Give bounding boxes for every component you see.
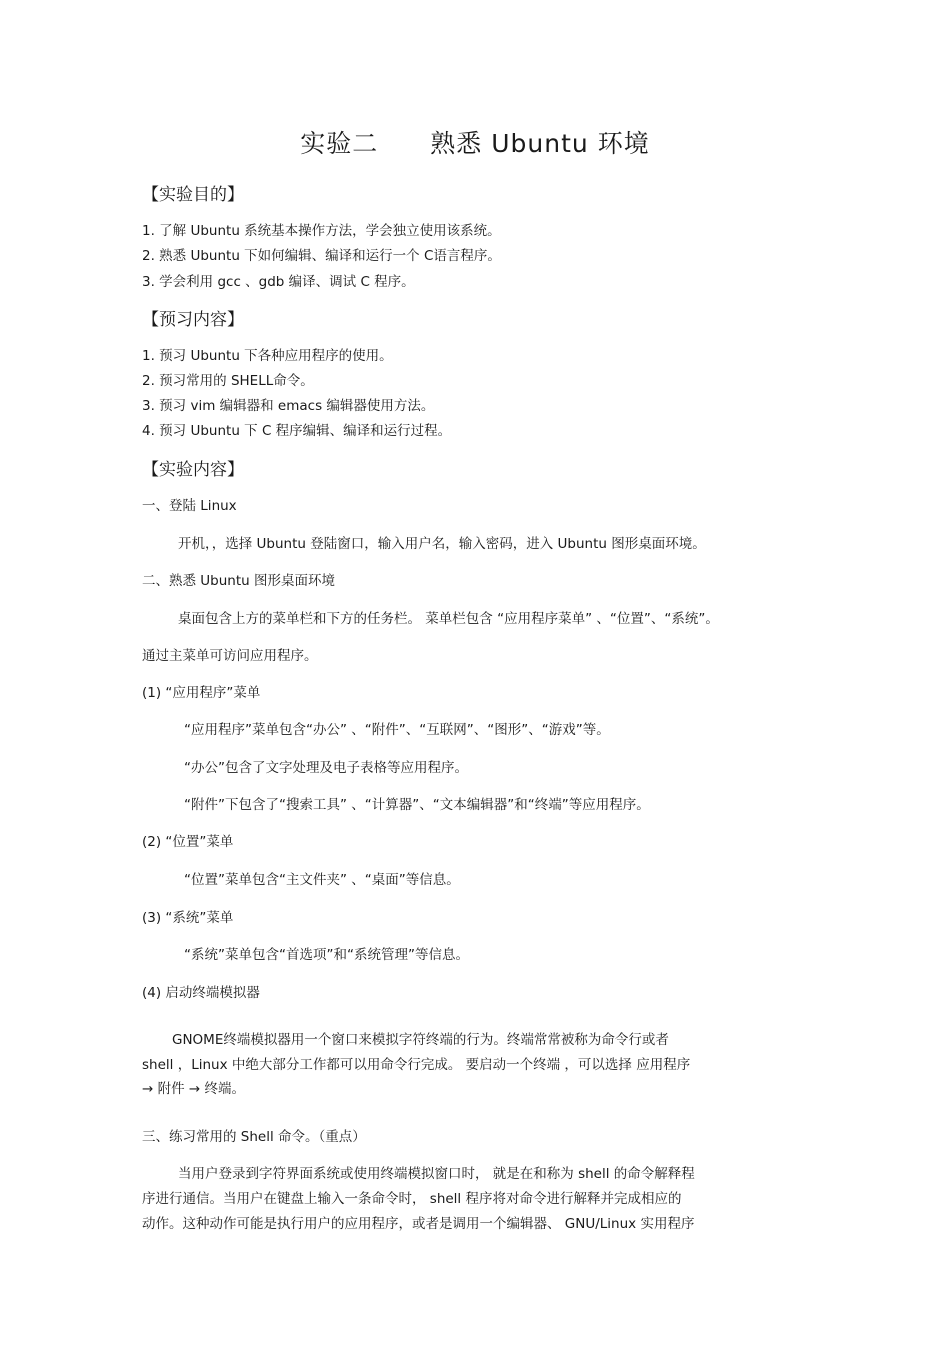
- preview-item-3: 3. 预习 vim 编辑器和 emacs 编辑器使用方法。: [142, 398, 435, 414]
- purpose-item-3: 3. 学会利用 gcc 、gdb 编译、调试 C 程序。: [142, 274, 415, 290]
- sub1-title: (1) “应用程序”菜单: [142, 685, 261, 701]
- preview-item-1: 1. 预习 Ubuntu 下各种应用程序的使用。: [142, 348, 393, 364]
- sub4-line2: shell ，Linux 中绝大部分工作都可以用命令行完成。 要启动一个终端 ，可以选择 应用程序: [142, 1057, 691, 1073]
- part3-line3: 动作。这种动作可能是执行用户的应用程序，或者是调用一个编辑器、 GNU/Linux 实用程序: [142, 1216, 695, 1232]
- part2-body-line2: 通过主菜单可访问应用程序。: [142, 648, 318, 664]
- sub4-title: (4) 启动终端模拟器: [142, 985, 260, 1001]
- heading-content: 【实验内容】: [142, 460, 244, 480]
- purpose-item-2: 2. 熟悉 Ubuntu 下如何编辑、编译和运行一个 C语言程序。: [142, 248, 501, 264]
- document-title: 实验二 熟悉 Ubuntu 环境: [300, 129, 650, 158]
- part3-line2: 序进行通信。当用户在键盘上输入一条命令时， shell 程序将对命令进行解释并完成相应的: [142, 1191, 682, 1207]
- part1-title: 一、登陆 Linux: [142, 498, 237, 514]
- preview-item-4: 4. 预习 Ubuntu 下 C 程序编辑、编译和运行过程。: [142, 423, 452, 439]
- sub1-line1: “应用程序”菜单包含“办公” 、“附件”、“互联网”、“图形”、“游戏”等。: [184, 722, 610, 738]
- sub3-title: (3) “系统”菜单: [142, 910, 234, 926]
- sub2-line1: “位置”菜单包含“主文件夹” 、“桌面”等信息。: [184, 872, 460, 888]
- part3-title: 三、练习常用的 Shell 命令。（重点）: [142, 1129, 366, 1145]
- sub4-line3: → 附件 → 终端。: [142, 1081, 245, 1097]
- sub1-line3: “附件”下包含了“搜索工具” 、“计算器”、“文本编辑器”和“终端”等应用程序。: [184, 797, 650, 813]
- part2-body-line1: 桌面包含上方的菜单栏和下方的任务栏。 菜单栏包含 “应用程序菜单” 、“位置”、“系统”。: [178, 611, 719, 627]
- sub3-line1: “系统”菜单包含“首选项”和“系统管理”等信息。: [184, 947, 469, 963]
- sub1-line2: “办公”包含了文字处理及电子表格等应用程序。: [184, 760, 468, 776]
- heading-preview: 【预习内容】: [142, 310, 244, 330]
- part3-line1: 当用户登录到字符界面系统或使用终端模拟窗口时， 就是在和称为 shell 的命令解释程: [178, 1166, 695, 1182]
- heading-purpose: 【实验目的】: [142, 185, 244, 205]
- sub4-line1: GNOME终端模拟器用一个窗口来模拟字符终端的行为。终端常常被称为命令行或者: [172, 1032, 669, 1048]
- preview-item-2: 2. 预习常用的 SHELL命令。: [142, 373, 314, 389]
- part2-title: 二、熟悉 Ubuntu 图形桌面环境: [142, 573, 335, 589]
- sub2-title: (2) “位置”菜单: [142, 834, 234, 850]
- part1-body: 开机，，选择 Ubuntu 登陆窗口，输入用户名，输入密码，进入 Ubuntu 图形桌面环境。: [178, 536, 706, 552]
- purpose-item-1: 1. 了解 Ubuntu 系统基本操作方法，学会独立使用该系统。: [142, 223, 501, 239]
